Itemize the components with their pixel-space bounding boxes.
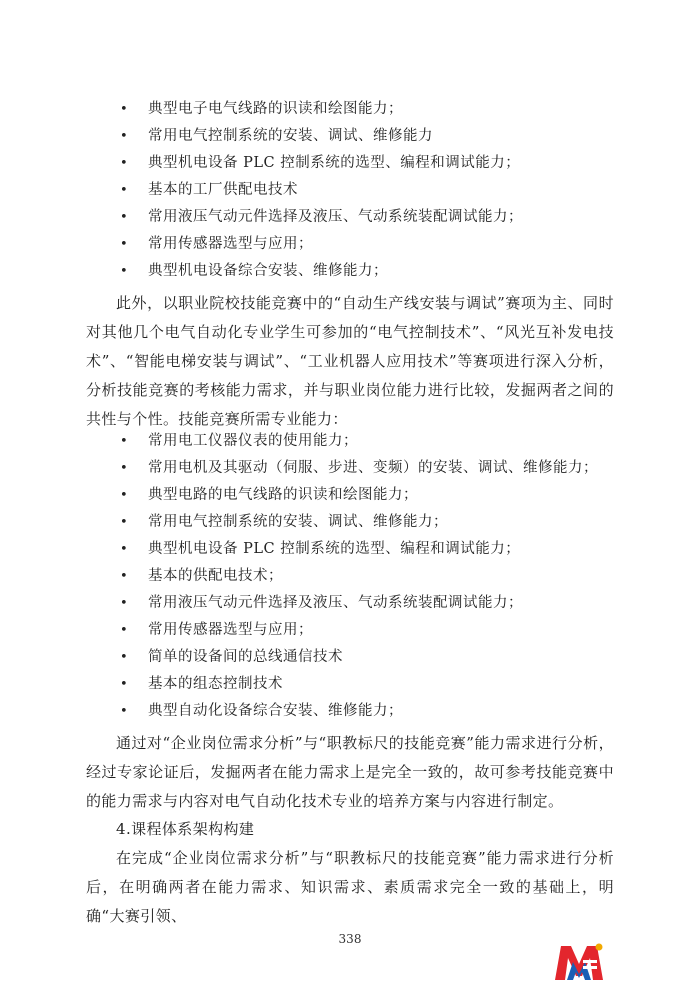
list-item: • 基本的工厂供配电技术 [0, 177, 700, 204]
job-ability-list [0, 96, 700, 285]
section-heading: 4.课程体系架构构建 [116, 820, 255, 838]
list-item: • 典型机电设备综合安装、维修能力； [0, 258, 700, 285]
publisher-logo-icon [553, 942, 605, 982]
list-item: • 常用电工仪器仪表的使用能力； [0, 428, 700, 455]
list-item: • 常用电气控制系统的安装、调试、维修能力； [0, 509, 700, 536]
page-number: 338 [338, 932, 362, 946]
list-item: • 典型机电设备 PLC 控制系统的选型、编程和调试能力； [0, 150, 700, 177]
list-item: • 常用传感器选型与应用； [0, 617, 700, 644]
list-item: • 典型电路的电气线路的识读和绘图能力； [0, 482, 700, 509]
conclusion-paragraph: 通过对“企业岗位需求分析”与“职教标尺的技能竞赛”能力需求进行分析，经过专家论证后，发掘两者在能力需求上是完全一致的，故可参考技能竞赛中的能力需求与内容对电气自动化技术专业的培养方案与内容进行制定。 [86, 734, 614, 810]
list-item: • 典型电子电气线路的识读和绘图能力； [0, 96, 700, 123]
list-item: • 常用电气控制系统的安装、调试、维修能力 [0, 123, 700, 150]
list-item: • 常用传感器选型与应用； [0, 231, 700, 258]
list-item: • 基本的组态控制技术 [0, 671, 700, 698]
list-item: • 典型自动化设备综合安装、维修能力； [0, 698, 700, 725]
list-item: • 简单的设备间的总线通信技术 [0, 644, 700, 671]
competition-ability-list [0, 428, 700, 725]
list-item: • 常用电机及其驱动（伺服、步进、变频）的安装、调试、维修能力； [0, 455, 700, 482]
competition-analysis-paragraph: 此外，以职业院校技能竞赛中的“自动生产线安装与调试”赛项为主、同时对其他几个电气自动化专业学生可参加的“电气控制技术”、“风光互补发电技术”、“智能电梯安装与调试”、“工业机器人应用技术”等赛项进行深入分析，分析技能竞赛的考核能力需求，并与职业岗位能力进行比较，发掘两者之间的共性与个性。技能竞赛所需专业能力： [86, 294, 614, 428]
list-item: • 典型机电设备 PLC 控制系统的选型、编程和调试能力； [0, 536, 700, 563]
list-item: • 基本的供配电技术； [0, 563, 700, 590]
list-item: • 常用液压气动元件选择及液压、气动系统装配调试能力； [0, 204, 700, 231]
list-item: • 常用液压气动元件选择及液压、气动系统装配调试能力； [0, 590, 700, 617]
curriculum-paragraph: 在完成“企业岗位需求分析”与“职教标尺的技能竞赛”能力需求进行分析后，在明确两者在能力需求、知识需求、素质需求完全一致的基础上，明确“大赛引领、 [86, 849, 614, 925]
